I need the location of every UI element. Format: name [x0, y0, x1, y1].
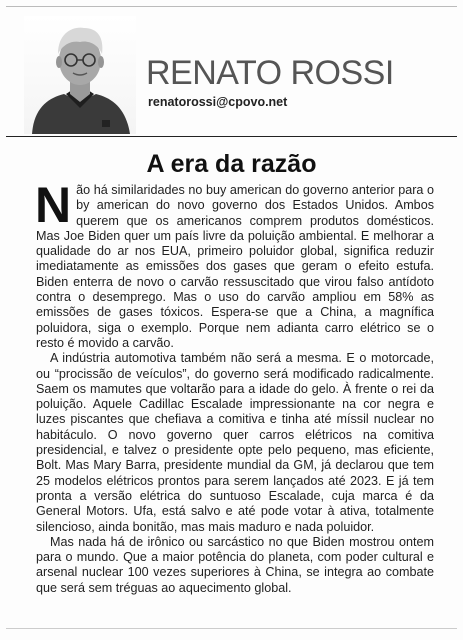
drop-cap: N	[35, 177, 72, 233]
article-title: A era da razão	[146, 150, 317, 178]
author-photo	[24, 16, 136, 134]
paragraph-text: ão há similaridades no buy american do governo anterior para o by american do novo governo dos Estados Unidos. Ambos querem que os americanos comprem produtos domésticos. Mas Joe Biden quer um país livre da poluição ambiental. E melhorar a qualidade do ar nos EUA, primeiro poluidor global, significa reduzir imediatamente as emissões dos gases que geram o efeito estufa. Biden enterra de novo o carvão ressuscitado que virou falso antídoto contra o desemprego. Mas o uso do carvão ampliou em 58% as emissões de gases tóxicos. Espera-se que a China, a magnífica poluidora, siga o exemplo. Porque nem adianta carro elétrico se o resto é movido a carvão.	[36, 183, 434, 350]
top-divider	[6, 6, 457, 7]
paragraph	[35, 177, 434, 351]
author-email: renatorossi@cpovo.net	[148, 95, 288, 109]
bottom-divider	[6, 628, 457, 629]
author-name: RENATO ROSSI	[146, 54, 394, 92]
paragraph: Mas nada há de irônico ou sarcástico no que Biden mostrou ontem para o mundo. Que a maior potência do planeta, com poder cultural e arsenal nuclear 100 vezes superiores à China, se integra ao combate que será sem tréguas ao aquecimento global.	[36, 534, 434, 595]
article-body	[35, 177, 434, 596]
header-divider	[6, 136, 457, 137]
paragraph: A indústria automotiva também não será a mesma. E o motorcade, ou “procissão de veículos”, do governo será modificado radicalmente. Saem os mamutes que voltarão para a idade do gelo. À frente o rei da poluição. Aquele Cadillac Escalade impressionante na cor negra e luzes piscantes que chefiava a comitiva e tinha até míssil nuclear no habitáculo. O novo governo quer carros elétricos na comitiva presidencial, e talvez o presidente opte pelo pequeno, mas eficiente, Bolt. Mas Mary Barra, presidente mundial da GM, já declarou que tem 25 modelos elétricos prontos para serem lançados até 2023. E já tem pronta a versão elétrica do suntuoso Escalade, cuja marca é da General Motors. Ufa, está salvo e até pode votar à ativa, totalmente silencioso, ainda bonitão, mas mais maduro e nada poluidor.	[36, 351, 434, 534]
